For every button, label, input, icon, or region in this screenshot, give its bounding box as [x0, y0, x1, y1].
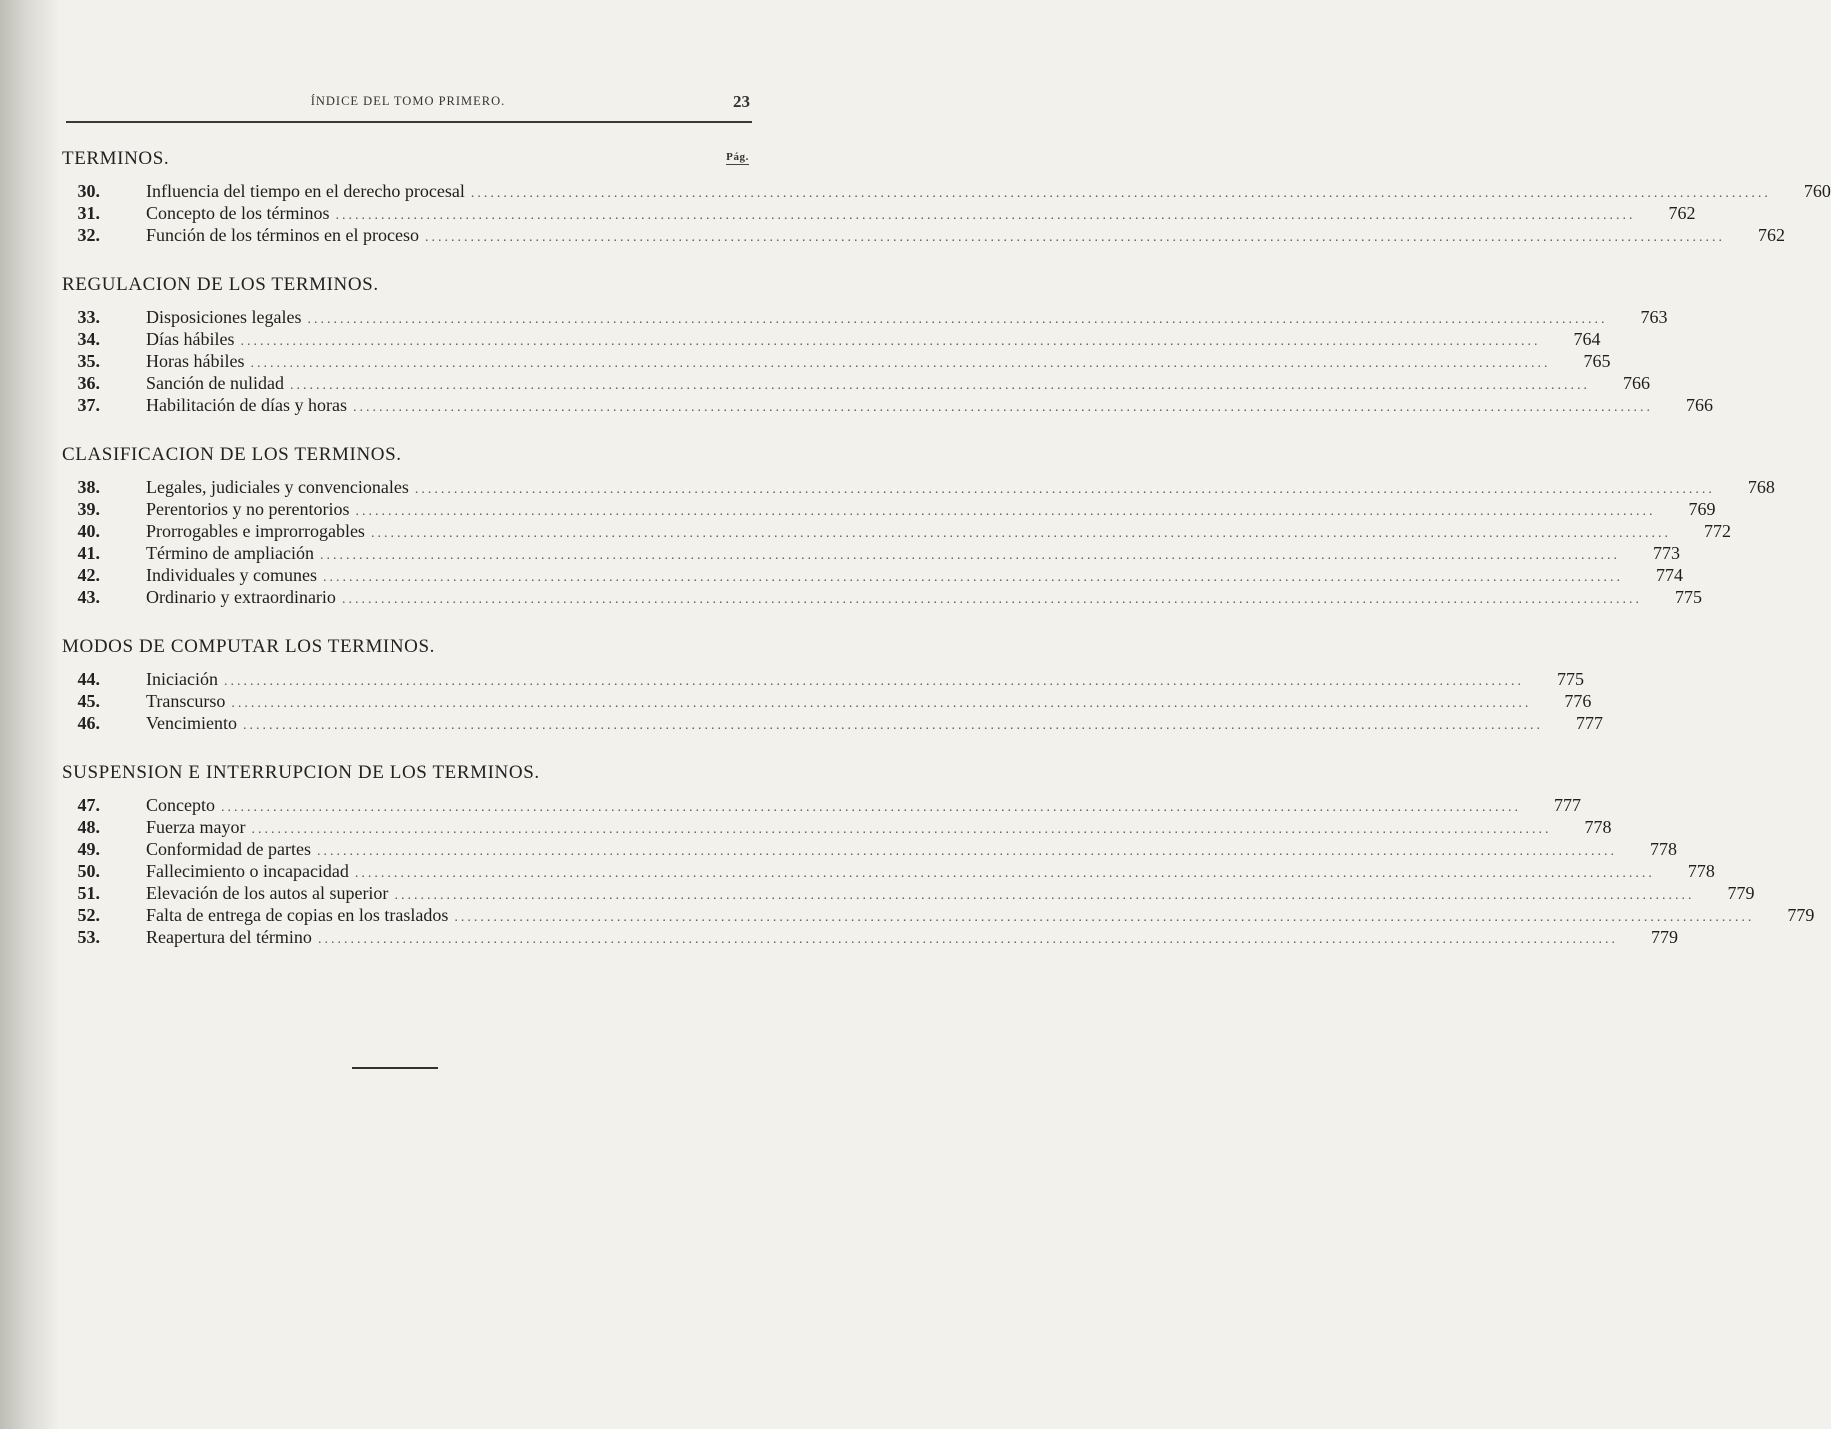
toc-entry: [62, 882, 1755, 904]
entry-page: 778: [1584, 817, 1612, 837]
entry-title: Perentorios y no perentorios: [146, 499, 350, 519]
toc-entry: [62, 476, 1775, 498]
dot-leader: ........................................................................................................................................................................................................: [335, 208, 1636, 223]
entry-number: 52.: [77, 905, 100, 925]
dot-leader: ........................................................................................................................................................................................................: [289, 378, 1590, 393]
entry-title: Conformidad de partes: [146, 839, 311, 859]
dot-leader: ........................................................................................................................................................................................................: [307, 312, 1608, 327]
dot-leader: ........................................................................................................................................................................................................: [223, 674, 1524, 689]
entry-number: 46.: [77, 713, 100, 733]
entry-number: 41.: [77, 543, 100, 563]
toc-entry: [62, 816, 1612, 838]
entry-title: Ordinario y extraordinario: [146, 587, 336, 607]
page-binding-shadow: [0, 0, 60, 1429]
header-rule: [66, 121, 752, 123]
entry-number: 32.: [77, 225, 100, 245]
entry-title: Reapertura del término: [146, 927, 312, 947]
dot-leader: ........................................................................................................................................................................................................: [352, 400, 1653, 415]
entry-page: 764: [1573, 329, 1601, 349]
dot-leader: ........................................................................................................................................................................................................: [231, 696, 1532, 711]
toc-entry: [62, 224, 1785, 246]
entry-number: 43.: [77, 587, 100, 607]
dot-leader: ........................................................................................................................................................................................................: [470, 186, 1771, 201]
dot-leader: ........................................................................................................................................................................................................: [355, 504, 1656, 519]
dot-leader: ........................................................................................................................................................................................................: [394, 888, 1695, 903]
toc-entry: [62, 202, 1696, 224]
toc-entry: [62, 372, 1650, 394]
entry-page: 762: [1757, 225, 1785, 245]
entry-number: 47.: [77, 795, 100, 815]
entry-number: 34.: [77, 329, 100, 349]
toc-entry: [62, 794, 1581, 816]
entry-title: Individuales y comunes: [146, 565, 317, 585]
toc-entry: [62, 860, 1715, 882]
entry-title: Influencia del tiempo en el derecho procesal: [146, 181, 465, 201]
entry-title: Horas hábiles: [146, 351, 245, 371]
running-title: ÍNDICE DEL TOMO PRIMERO.: [310, 94, 506, 108]
running-head: [66, 92, 750, 116]
toc-entry: [62, 498, 1716, 520]
entry-page: 779: [1727, 883, 1755, 903]
toc-entry: [62, 542, 1680, 564]
entry-number: 30.: [77, 181, 100, 201]
entry-title: Término de ampliación: [146, 543, 314, 563]
entry-number: 53.: [77, 927, 100, 947]
dot-leader: ........................................................................................................................................................................................................: [317, 932, 1618, 947]
entry-page: 763: [1640, 307, 1668, 327]
entry-title: Función de los términos en el proceso: [146, 225, 419, 245]
entry-number: 51.: [77, 883, 100, 903]
entry-title: Iniciación: [146, 669, 218, 689]
entry-title: Legales, judiciales y convencionales: [146, 477, 409, 497]
entry-number: 48.: [77, 817, 100, 837]
entry-number: 49.: [77, 839, 100, 859]
entry-title: Disposiciones legales: [146, 307, 302, 327]
entry-title: Días hábiles: [146, 329, 235, 349]
entry-title: Transcurso: [146, 691, 226, 711]
dot-leader: ........................................................................................................................................................................................................: [240, 334, 1541, 349]
section-heading: [62, 146, 752, 172]
entry-title: Falta de entrega de copias en los traslados: [146, 905, 449, 925]
toc-entry: [62, 668, 1584, 690]
entry-page: 777: [1554, 795, 1581, 815]
entry-page: 768: [1747, 477, 1775, 497]
section-heading: [62, 272, 752, 298]
section-heading-text: SUSPENSION E INTERRUPCION DE LOS TERMINOS.: [62, 762, 540, 783]
entry-number: 36.: [77, 373, 100, 393]
entry-title: Vencimiento: [146, 713, 237, 733]
entry-number: 45.: [77, 691, 100, 711]
page-column-label: Pág.: [726, 151, 749, 163]
section-heading-text: REGULACION DE LOS TERMINOS.: [62, 274, 379, 295]
toc-entry: [62, 180, 1831, 202]
table-of-contents: [62, 146, 1831, 948]
entry-number: 37.: [77, 395, 100, 415]
entry-number: 44.: [77, 669, 100, 689]
end-rule: [352, 1067, 438, 1069]
dot-leader: ........................................................................................................................................................................................................: [370, 526, 1671, 541]
toc-entry: [62, 520, 1731, 542]
dot-leader: ........................................................................................................................................................................................................: [454, 910, 1755, 925]
entry-title: Fuerza mayor: [146, 817, 246, 837]
toc-entry: [62, 690, 1592, 712]
entry-page: 766: [1685, 395, 1713, 415]
entry-number: 40.: [77, 521, 100, 541]
dot-leader: ........................................................................................................................................................................................................: [250, 356, 1551, 371]
dot-leader: ........................................................................................................................................................................................................: [319, 548, 1620, 563]
entry-title: Sanción de nulidad: [146, 373, 284, 393]
entry-number: 39.: [77, 499, 100, 519]
entry-page: 766: [1622, 373, 1650, 393]
dot-leader: ........................................................................................................................................................................................................: [424, 230, 1725, 245]
dot-leader: ........................................................................................................................................................................................................: [322, 570, 1623, 585]
section-heading: [62, 442, 752, 468]
toc-entry: [62, 306, 1668, 328]
entry-title: Concepto de los términos: [146, 203, 330, 223]
dot-leader: ........................................................................................................................................................................................................: [251, 822, 1552, 837]
entry-title: Concepto: [146, 795, 215, 815]
entry-title: Habilitación de días y horas: [146, 395, 347, 415]
section-heading-text: CLASIFICACION DE LOS TERMINOS.: [62, 444, 402, 465]
entry-page: 774: [1655, 565, 1683, 585]
toc-entry: [62, 838, 1677, 860]
entry-number: 31.: [77, 203, 100, 223]
section-heading: [62, 634, 752, 660]
dot-leader: ........................................................................................................................................................................................................: [354, 866, 1655, 881]
entry-page: 779: [1650, 927, 1678, 947]
entry-title: Prorrogables e improrrogables: [146, 521, 365, 541]
section-heading-text: MODOS DE COMPUTAR LOS TERMINOS.: [62, 636, 436, 657]
dot-leader: ........................................................................................................................................................................................................: [221, 800, 1521, 815]
entry-page: 760: [1803, 181, 1831, 201]
section-gap: [62, 416, 752, 442]
entry-page: 769: [1688, 499, 1716, 519]
toc-entry: [62, 394, 1713, 416]
entry-page: 762: [1668, 203, 1696, 223]
dot-leader: ........................................................................................................................................................................................................: [414, 482, 1715, 497]
entry-number: 33.: [77, 307, 100, 327]
entry-number: 42.: [77, 565, 100, 585]
dot-leader: ........................................................................................................................................................................................................: [242, 718, 1543, 733]
toc-entry: [62, 904, 1815, 926]
entry-page: 772: [1703, 521, 1731, 541]
section-heading: [62, 760, 752, 786]
section-heading-text: TERMINOS.: [62, 148, 170, 169]
toc-entry: [62, 350, 1611, 372]
entry-page: 776: [1564, 691, 1592, 711]
entry-page: 773: [1652, 543, 1680, 563]
entry-number: 50.: [77, 861, 100, 881]
entry-page: 778: [1687, 861, 1715, 881]
section-gap: [62, 246, 752, 272]
entry-number: 35.: [77, 351, 100, 371]
entry-page: 779: [1787, 905, 1815, 925]
entry-number: 38.: [77, 477, 100, 497]
section-gap: [62, 734, 752, 760]
dot-leader: ........................................................................................................................................................................................................: [316, 844, 1617, 859]
entry-page: 775: [1556, 669, 1584, 689]
toc-entry: [62, 328, 1601, 350]
entry-page: 777: [1575, 713, 1603, 733]
entry-title: Fallecimiento o incapacidad: [146, 861, 349, 881]
entry-page: 778: [1649, 839, 1677, 859]
toc-entry: [62, 712, 1603, 734]
entry-page: 765: [1583, 351, 1611, 371]
toc-entry: [62, 564, 1683, 586]
toc-entry: [62, 926, 1678, 948]
entry-page: 775: [1674, 587, 1702, 607]
page-number: 23: [733, 92, 750, 111]
toc-entry: [62, 586, 1702, 608]
dot-leader: ........................................................................................................................................................................................................: [341, 592, 1642, 607]
entry-title: Elevación de los autos al superior: [146, 883, 389, 903]
section-gap: [62, 608, 752, 634]
